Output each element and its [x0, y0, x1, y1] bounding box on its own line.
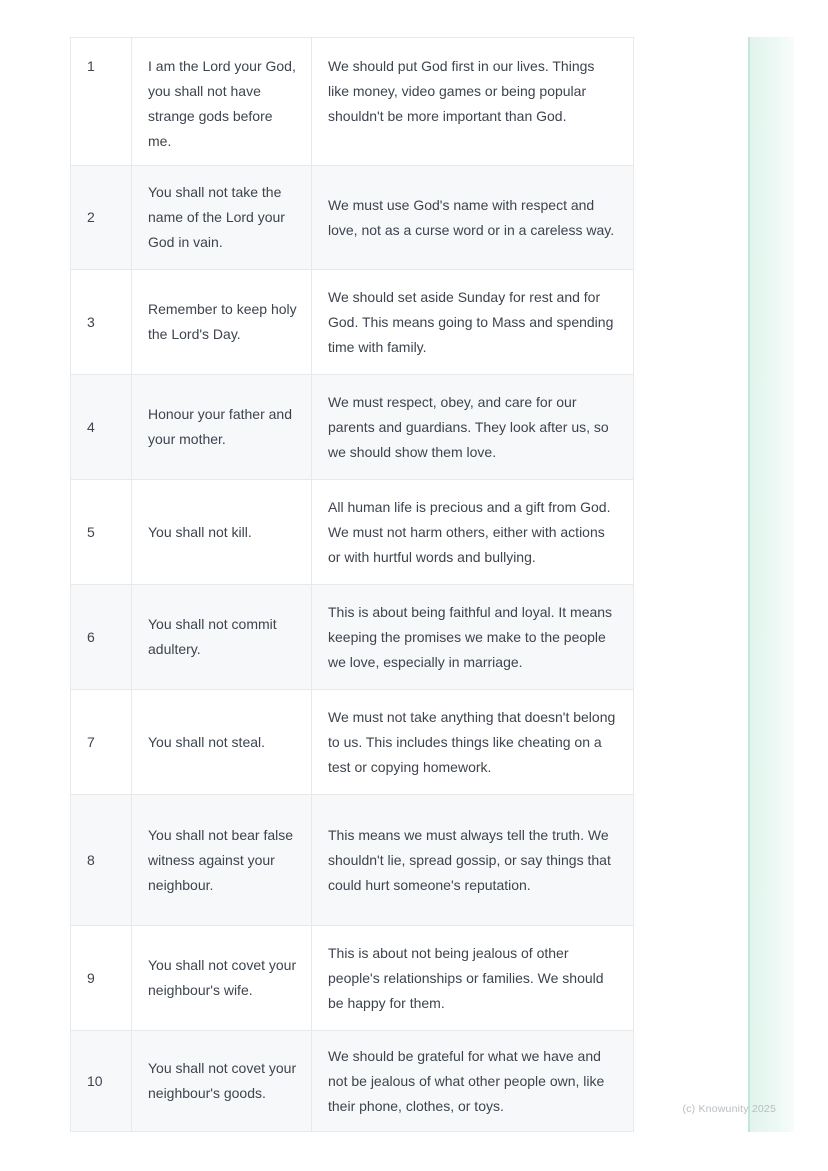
commandment-explanation: All human life is precious and a gift from God. We must not harm others, either with actions or with hurtful words and bullying. [312, 480, 634, 585]
commandment-text: Remember to keep holy the Lord's Day. [132, 270, 312, 375]
commandment-explanation: This is about not being jealous of other people's relationships or families. We should be happy for them. [312, 926, 634, 1031]
commandment-number: 7 [71, 690, 132, 795]
commandment-number: 3 [71, 270, 132, 375]
commandment-number: 10 [71, 1031, 132, 1132]
commandment-explanation: This means we must always tell the truth. We shouldn't lie, spread gossip, or say things that could hurt someone's reputation. [312, 795, 634, 926]
commandment-text: I am the Lord your God, you shall not have strange gods before me. [132, 38, 312, 166]
commandment-explanation: We must respect, obey, and care for our parents and guardians. They look after us, so we should show them love. [312, 375, 634, 480]
table-row [71, 38, 634, 166]
commandment-text: You shall not bear false witness against your neighbour. [132, 795, 312, 926]
table-row [71, 480, 634, 585]
commandment-text: You shall not commit adultery. [132, 585, 312, 690]
table-row [71, 690, 634, 795]
commandment-text: You shall not covet your neighbour's wife. [132, 926, 312, 1031]
commandment-number: 6 [71, 585, 132, 690]
commandment-text: Honour your father and your mother. [132, 375, 312, 480]
commandment-explanation: We should put God first in our lives. Things like money, video games or being popular shouldn't be more important than God. [312, 38, 634, 166]
commandment-number: 4 [71, 375, 132, 480]
commandment-text: You shall not take the name of the Lord your God in vain. [132, 166, 312, 270]
commandment-number: 2 [71, 166, 132, 270]
commandment-number: 8 [71, 795, 132, 926]
commandments-table [70, 37, 634, 1132]
commandment-text: You shall not covet your neighbour's goods. [132, 1031, 312, 1132]
commandment-explanation: This is about being faithful and loyal. It means keeping the promises we make to the people we love, especially in marriage. [312, 585, 634, 690]
table-row [71, 270, 634, 375]
commandment-text: You shall not kill. [132, 480, 312, 585]
table-row [71, 585, 634, 690]
commandment-explanation: We should set aside Sunday for rest and for God. This means going to Mass and spending time with family. [312, 270, 634, 375]
commandment-text: You shall not steal. [132, 690, 312, 795]
table-row [71, 166, 634, 270]
copyright-watermark: (c) Knowunity 2025 [682, 1103, 776, 1115]
watermark-stripe [748, 37, 794, 1132]
commandment-explanation: We should be grateful for what we have and not be jealous of what other people own, like their phone, clothes, or toys. [312, 1031, 634, 1132]
commandment-number: 1 [71, 38, 132, 166]
commandment-explanation: We must not take anything that doesn't belong to us. This includes things like cheating on a test or copying homework. [312, 690, 634, 795]
commandment-number: 5 [71, 480, 132, 585]
table-row [71, 795, 634, 926]
commandment-explanation: We must use God's name with respect and love, not as a curse word or in a careless way. [312, 166, 634, 270]
commandment-number: 9 [71, 926, 132, 1031]
table-row [71, 375, 634, 480]
table-row [71, 926, 634, 1031]
table-row [71, 1031, 634, 1132]
